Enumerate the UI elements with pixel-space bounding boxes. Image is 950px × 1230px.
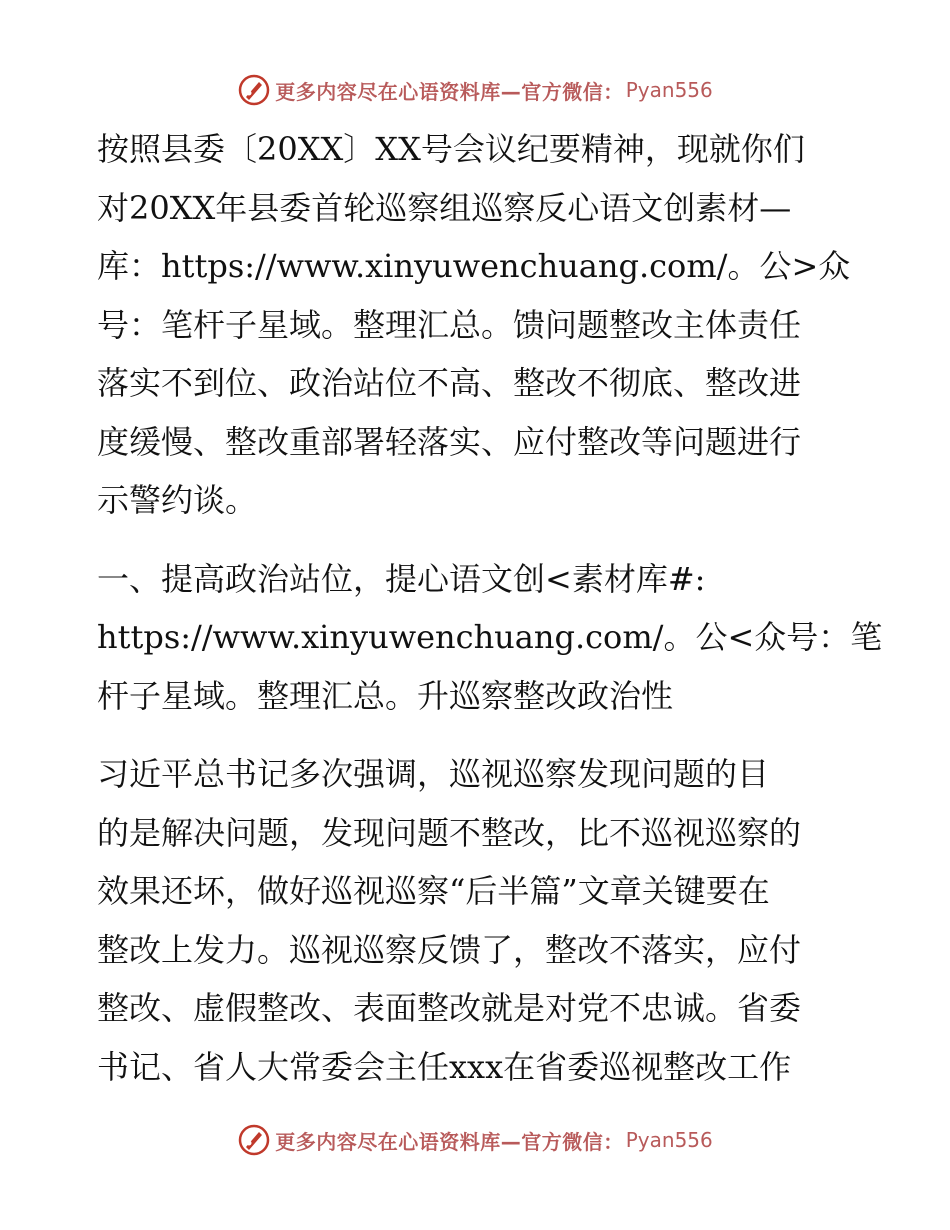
paragraph-body (97, 745, 852, 1096)
pen-logo-icon (237, 73, 271, 107)
text-line: 杆子星域。整理汇总。升巡察整改政治性 (97, 676, 674, 715)
text-line: 书记、省人大常委会主任xxx在省委巡视整改工作 (97, 1047, 792, 1086)
banner-label: 更多内容尽在心语资料库—官方微信： (275, 79, 624, 104)
pen-logo-icon (237, 1123, 271, 1157)
text-line: https://www.xinyuwenchuang.com/。公<众号：笔 (97, 618, 883, 656)
text-line: 的是解决问题，发现问题不整改，比不巡视巡察的 (97, 813, 802, 852)
text-line: 一、提高政治站位，提心语文创<素材库#: (97, 559, 706, 598)
text-line: 号：笔杆子星域。整理汇总。馈问题整改主体责任 (97, 305, 802, 344)
text-line: 按照县委〔20XX〕XX号会议纪要精神，现就你们 (97, 130, 805, 168)
paragraph-intro (97, 120, 852, 530)
banner-wechat-id: Pyan556 (625, 78, 713, 102)
text-line: 习近平总书记多次强调，巡视巡察发现问题的目 (97, 755, 770, 793)
document-body (97, 120, 883, 1096)
text-line: 度缓慢、整改重部署轻落实、应付整改等问题进行 (97, 422, 802, 461)
banner-label: 更多内容尽在心语资料库—官方微信： (275, 1129, 624, 1154)
text-line: 效果还坏，做好巡视巡察“后半篇”文章关键要在 (97, 872, 770, 910)
text-line: 落实不到位、政治站位不高、整改不彻底、整改进 (97, 364, 802, 402)
header-banner (0, 70, 950, 110)
text-line: 示警约谈。 (97, 481, 258, 519)
banner-wechat-id: Pyan556 (625, 1128, 713, 1152)
text-line: 对20XX年县委首轮巡察组巡察反心语文创素材— (97, 188, 792, 227)
text-line: 整改、虚假整改、表面整改就是对党不忠诚。省委 (97, 989, 802, 1027)
paragraph-section-heading (97, 550, 883, 726)
text-line: 整改上发力。巡视巡察反馈了，整改不落实，应付 (97, 930, 802, 969)
footer-banner (0, 1120, 950, 1160)
text-line: 库：https://www.xinyuwenchuang.com/。公>众 (97, 247, 851, 285)
